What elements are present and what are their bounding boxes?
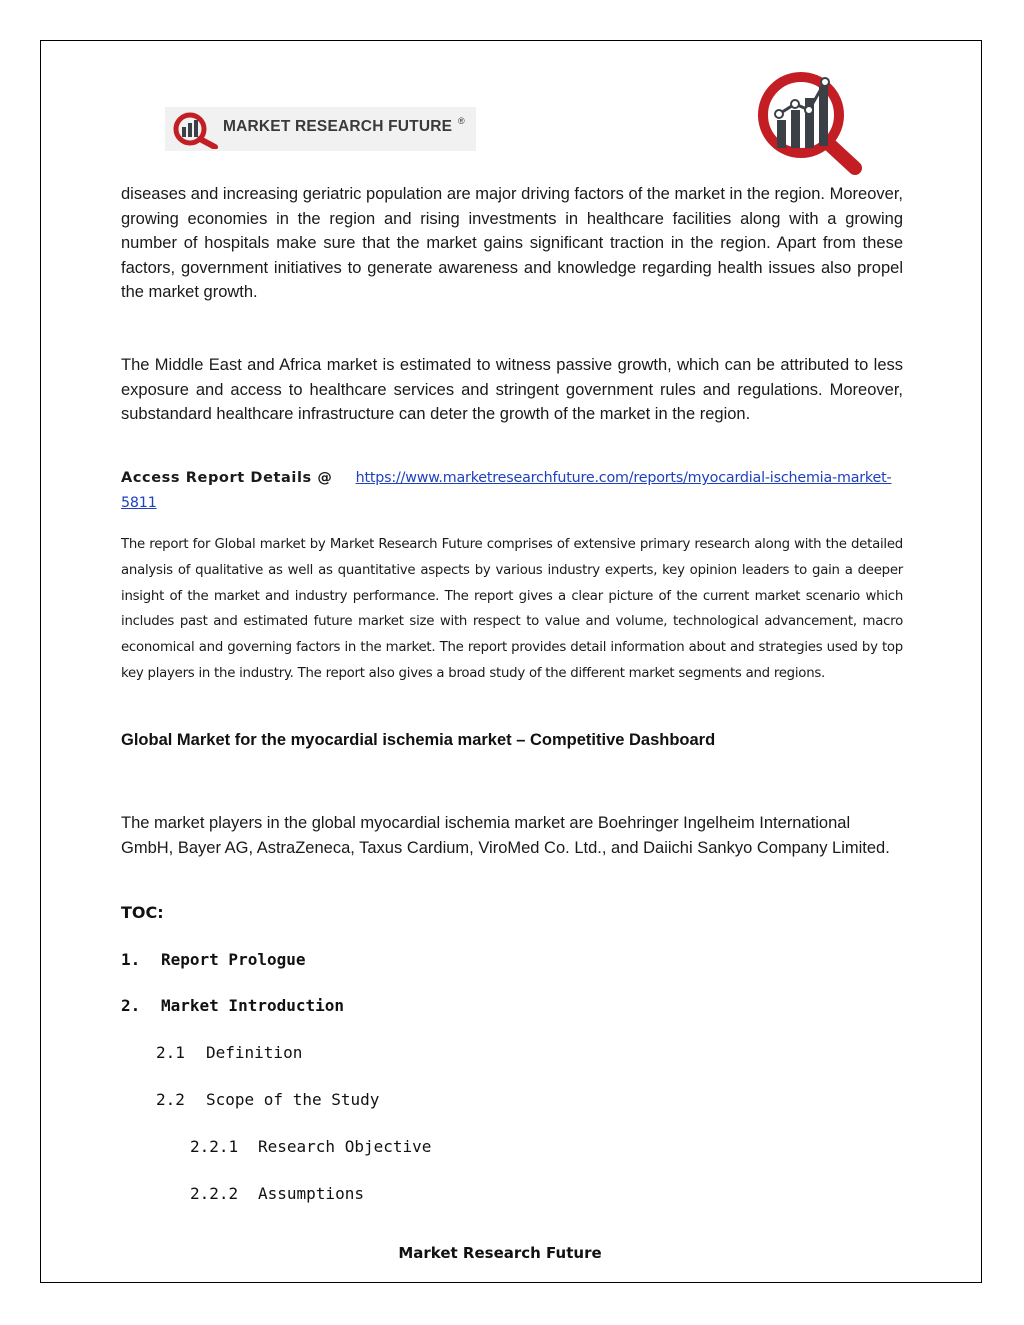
paragraph-market-players: The market players in the global myocardial ischemia market are Boehringer Ingelheim International GmbH, Bayer AG, AstraZeneca, Taxus Cardium, ViroMed Co. Ltd., and Daiichi Sankyo Company Limited. [121,814,890,857]
page-footer: Market Research Future [398,1244,602,1262]
toc-item-2-number: 2. [121,996,141,1015]
brand-chart-magnifier-icon [755,68,867,176]
brand-name: MARKET RESEARCH FUTURE [223,118,453,135]
toc-title: TOC: [121,903,164,922]
brand-magnifier-icon [171,111,221,149]
toc-item-1-label: Report Prologue [161,950,306,969]
toc-item-2-2-2-number: 2.2.2 [190,1184,239,1203]
toc-item-2-2-number: 2.2 [156,1090,185,1109]
toc-item-2-2-1-label: Research Objective [258,1137,432,1156]
registered-mark: ® [458,116,465,126]
toc-item-2-2-label: Scope of the Study [206,1090,380,1109]
toc-item-2-1-number: 2.1 [156,1043,185,1062]
section-heading: Global Market for the myocardial ischemia market – Competitive Dashboard [121,731,716,749]
paragraph-report-description: The report for Global market by Market Research Future comprises of extensive primary research along with the detailed analysis of qualitative as well as quantitative aspects by various industry experts, key opinion leaders to gain a deeper insight of the market and industry performance. The report gives a clear picture of the current market scenario which includes past and estimated future market size with respect to value and volume, technological advancement, macro economical and governing factors in the market. The report provides detail information about and strategies used by top key players in the industry. The report also gives a broad study of the different market segments and regions. [121,537,903,681]
toc-item-2-2-2-label: Assumptions [258,1184,364,1203]
access-report-label: Access Report Details @ [121,470,333,486]
access-report-line [121,466,903,516]
toc-item-2-label: Market Introduction [161,996,345,1015]
paragraph-mea-market: The Middle East and Africa market is estimated to witness passive growth, which can be attributed to less exposure and access to healthcare services and stringent government rules and regulations. Moreover, substandard healthcare infrastructure can deter the growth of the market in the region. [121,356,903,423]
toc-item-2-1-label: Definition [206,1043,303,1062]
toc-item-1-number: 1. [121,950,141,969]
brand-logo-banner [165,107,476,151]
report-link[interactable]: https://www.marketresearchfuture.com/reports/myocardial-ischemia-market-5811 [121,470,892,511]
toc-item-2-2-1-number: 2.2.1 [190,1137,239,1156]
paragraph-drivers: diseases and increasing geriatric population are major driving factors of the market in the region. Moreover, growing economies in the region and rising investments in healthcare facilities along with a growing number of hospitals make sure that the market gains significant traction in the region. Apart from these factors, government initiatives to generate awareness and knowledge regarding health issues also propel the market growth. [121,185,903,301]
